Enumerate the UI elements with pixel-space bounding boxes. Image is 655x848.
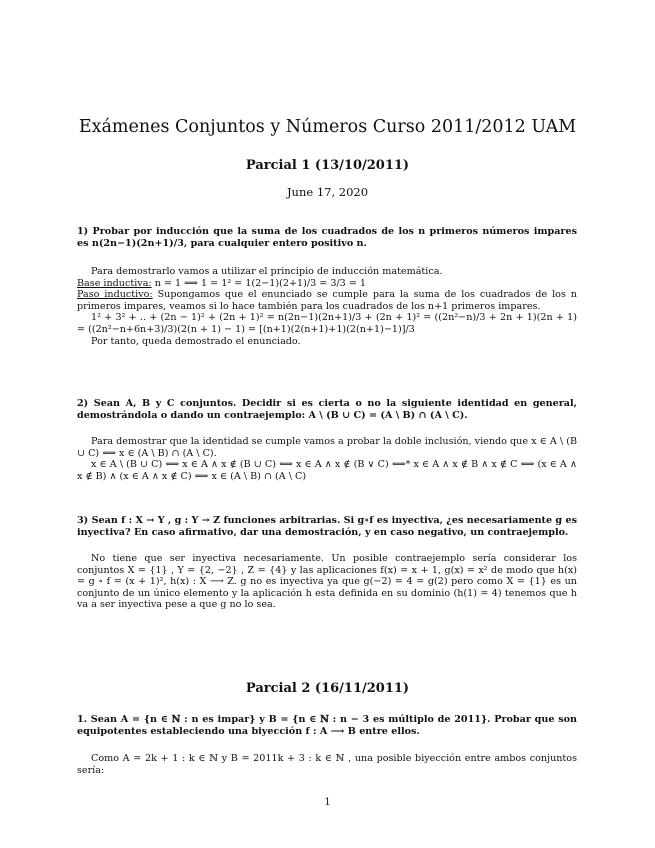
- answer-3: [77, 553, 577, 611]
- question-1-statement: 1) Probar por inducción que la suma de los cuadrados de los n primeros números impares es n(2n−1)(2n+1)/3, para cualquier entero positivo n.: [77, 226, 577, 249]
- induction-equation: 1² + 3² + .. + (2n − 1)² + (2n + 1)² = n(2n−1)(2n+1)/3 + (2n + 1)² = ((2n²−n)/3 + 2n + 1)(2n + 1) = ((2n²−n+6n+3)/3)(2(n + 1) − 1) = [(n+1)(2(n+1)+1)(2(n+1)−1)]/3: [77, 312, 577, 335]
- question-3: [77, 515, 577, 538]
- question-2-statement: 2) Sean A, B y C conjuntos. Decidir si es cierta o no la siguiente identidad en general, demostrándola o dando un contraejemplo: A \ (B ∪ C) = (A \ B) ∩ (A \ C).: [77, 398, 577, 421]
- base-inductiva-label: Base inductiva:: [77, 277, 152, 289]
- answer-2-p1: Para demostrar que la identidad se cumple vamos a probar la doble inclusión, viendo que x ∈ A \ (B ∪ C) ⟺ x ∈ (A \ B) ∩ (A \ C).: [77, 436, 577, 459]
- document-date: June 17, 2020: [286, 185, 369, 199]
- paso-inductivo-label: Paso inductivo:: [77, 289, 153, 301]
- parcial-2-question-1-statement: 1. Sean A = {n ∈ ℕ : n es impar} y B = {n ∈ ℕ : n − 3 es múltiplo de 2011}. Probar que son equipotentes estableciendo una biyección f : A ⟶ B entre ellos.: [77, 714, 577, 737]
- parcial-2-title: Parcial 2 (16/11/2011): [245, 681, 410, 696]
- parcial-1-title: Parcial 1 (13/10/2011): [245, 158, 410, 173]
- answer-2-p2: x ∈ A \ (B ∪ C) ⟺ x ∈ A ∧ x ∉ (B ∪ C) ⟺ x ∈ A ∧ x ∉ (B ∨ C) ⟺* x ∈ A ∧ x ∉ B ∧ x ∉ C ⟺ (x ∈ A ∧ x ∉ B) ∧ (x ∈ A ∧ x ∉ C) ⟺ x ∈ (A \ B) ∩ (A \ C): [77, 459, 577, 482]
- page-number: 1: [324, 797, 331, 808]
- answer-2: [77, 436, 577, 482]
- base-inductiva-text: n = 1 ⟹ 1 = 1² = 1(2−1)(2+1)/3 = 3/3 = 1: [151, 277, 367, 289]
- parcial-2-question-1: [77, 714, 577, 737]
- answer-1: [77, 266, 577, 347]
- answer-3-text: No tiene que ser inyectiva necesariamente. Un posible contraejemplo sería considerar los conjuntos X = {1} , Y = {2, −2} , Z = {4} y las aplicaciones f(x) = x + 1, g(x) = x² de modo que h(x) = g ∘ f = (x + 1)², h(x) : X ⟶ Z. g no es inyectiva ya que g(−2) = 4 = g(2) pero como X = {1} es un conjunto de un único elemento y la aplicación h esta definida en su dominio (h(1) = 4) tenemos que h va a ser inyectiva pese a que g no lo sea.: [77, 553, 577, 611]
- question-3-statement: 3) Sean f : X → Y , g : Y → Z funciones arbitrarias. Si g∘f es inyectiva, ¿es necesariamente g es inyectiva? En caso afirmativo, dar una demostración, y en caso negativo, un contraejemplo.: [77, 515, 577, 538]
- question-2: [77, 398, 577, 421]
- parcial-2-answer-1-text: Como A = 2k + 1 : k ∈ ℕ y B = 2011k + 3 : k ∈ ℕ , una posible biyección entre ambos conjuntos sería:: [77, 753, 577, 776]
- question-1: [77, 226, 577, 249]
- document-title: Exámenes Conjuntos y Números Curso 2011/2012 UAM: [78, 117, 577, 137]
- answer-1-intro: Para demostrarlo vamos a utilizar el principio de inducción matemática.: [91, 266, 443, 277]
- paso-inductivo-text: Supongamos que el enunciado se cumple para la suma de los cuadrados de los n primeros impares, veamos si lo hace también para los cuadrados de los n+1 primeros impares.: [77, 289, 577, 312]
- parcial-2-answer-1: [77, 753, 577, 776]
- answer-1-conclusion: Por tanto, queda demostrado el enunciado.: [91, 335, 301, 347]
